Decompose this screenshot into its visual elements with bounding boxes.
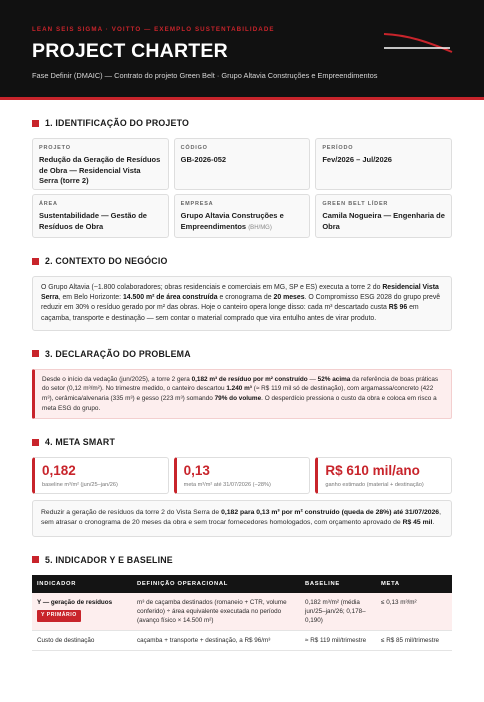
indicator-table [32, 575, 452, 651]
page-subtitle: Fase Definir (DMAIC) — Contrato do projeto Green Belt · Grupo Altavia Construções e Empreendimentos [32, 71, 378, 80]
text-bold: Residencial Vista Serra [41, 284, 439, 302]
section-marker-icon [32, 258, 39, 265]
text-run: O Grupo Altavia (~1.800 colaboradores; obras residenciais e comerciais em MG, SP e ES) executa a torre 2 do [41, 284, 383, 291]
text-bold: 0,182 para 0,13 m³ por m² construído (queda de 28%) até 31/07/2026 [221, 509, 440, 517]
text-bold: 1.240 m³ [226, 385, 252, 393]
text-run: (≈ R$ 119 mil só de destinação), com argamassa/concreto (422 m³), cerâmica/alvenaria (335 m³) e gesso (223 m³) somando [42, 385, 434, 402]
card-value [181, 211, 304, 233]
card-projeto [32, 138, 169, 190]
card-value: Fev/2026 – Jul/2026 [322, 155, 392, 164]
metric-value: 0,182 [42, 463, 76, 479]
card-label: PERÍODO [322, 145, 354, 151]
card-value: Redução da Geração de Resíduos de Obra — Residencial Vista Serra (torre 2) [39, 155, 161, 186]
problem-statement [32, 369, 452, 419]
smart-goal-statement [32, 500, 452, 536]
header-kicker: LEAN SEIS SIGMA · VOITTO — EXEMPLO SUSTENTABILIDADE [32, 26, 275, 33]
section-marker-icon [32, 439, 39, 446]
column-header: INDICADOR [32, 575, 132, 593]
metric-gain [315, 457, 452, 494]
section-title: 3. DECLARAÇÃO DO PROBLEMA [45, 348, 191, 359]
text-bold: 20 meses [273, 294, 305, 302]
indicator-name: Y — geração de resíduos [37, 598, 113, 606]
section-title: 2. CONTEXTO DO NEGÓCIO [45, 256, 168, 266]
section-title: 4. META SMART [45, 437, 116, 448]
page-title: PROJECT CHARTER [32, 40, 228, 62]
table-cell: ≤ 0,13 m³/m² [376, 593, 452, 631]
metric-caption: baseline m³/m² (jun/25–jan/26) [42, 482, 118, 489]
section-problema [32, 349, 452, 359]
card-empresa [174, 194, 311, 238]
card-periodo [315, 138, 452, 190]
context-box [32, 276, 452, 331]
card-lider [315, 194, 452, 238]
section-title: 1. IDENTIFICAÇÃO DO PROJETO [45, 118, 190, 128]
decorative-curve-icon [382, 30, 454, 56]
table-cell: caçamba + transporte + destinação, a R$ 96/m³ [132, 630, 300, 650]
text-run: Desde o início da vedação (jun/2025), a torre 2 gera [42, 375, 192, 383]
metric-value: 0,13 [183, 463, 210, 479]
text-run: em caçamba, transporte e destinação — sem contar o material comprado que vira entulho antes de virar produto. [41, 304, 419, 322]
section-contexto [32, 256, 452, 266]
empresa-location: (BH/MG) [248, 224, 272, 231]
section-identificacao [32, 118, 452, 128]
text-bold: 0,182 m³ de resíduo por m² construído [191, 375, 308, 383]
text-bold: R$ 96 [388, 304, 408, 312]
metric-caption: ganho estimado (material + destinação) [325, 482, 424, 489]
text-run: — [307, 375, 318, 383]
text-run: , em Belo Horizonte: [58, 294, 123, 302]
section-indicador [32, 555, 452, 565]
section-marker-icon [32, 556, 39, 563]
primary-badge: Y PRIMÁRIO [37, 610, 81, 622]
table-header-row [32, 575, 452, 593]
column-header: DEFINIÇÃO OPERACIONAL [132, 575, 300, 593]
column-header: BASELINE [300, 575, 376, 593]
card-value: Sustentabilidade — Gestão de Resíduos de Obra [39, 211, 147, 231]
text-run: . O Compromisso ESG 2028 do grupo prevê reduzir em 30% o resíduo gerado por m² das obras. Hoje o canteiro opera longe disso: cada m³ descartado custa [41, 294, 441, 312]
empresa-name: Grupo Altavia Construções e Empreendimentos [180, 211, 284, 231]
text-bold: 52% acima [317, 375, 351, 383]
card-label: EMPRESA [180, 201, 214, 207]
card-label: GREEN BELT LÍDER [322, 201, 389, 207]
section-marker-icon [32, 120, 39, 127]
text-run: Reduzir a geração de resíduos da torre 2 do Vista Serra de [41, 509, 222, 517]
table-cell: m³ de caçamba destinados (romaneio + CTR, volume conferido) ÷ área equivalente executada no período (avanço físico × 14.500 m²) [132, 593, 300, 631]
text-bold: 14.500 m² de área construída [122, 294, 218, 302]
text-bold: R$ 45 mil [402, 519, 433, 527]
table-cell: ≈ R$ 119 mil/trimestre [300, 630, 376, 650]
metric-caption: meta m³/m² até 31/07/2026 (−28%) [183, 482, 271, 489]
table-cell [32, 593, 132, 631]
metric-value: R$ 610 mil/ano [325, 463, 420, 479]
section-title: 5. INDICADOR Y E BASELINE [45, 554, 173, 565]
page-header [0, 0, 484, 100]
card-codigo [174, 138, 311, 190]
text-run: da referência de boas práticas do setor (0,12 m³/m²). No trimestre medido, o canteiro descartou [42, 375, 439, 393]
table-cell: 0,182 m³/m² (média jun/25–jan/26; 0,178–0,190) [300, 593, 376, 631]
metric-target [174, 457, 311, 494]
column-header: META [376, 575, 452, 593]
card-label: PROJETO [39, 145, 71, 151]
section-meta-smart [32, 437, 452, 447]
text-run: . O desperdício pressiona o custo da obra e coloca em risco a meta ESG do grupo. [42, 395, 437, 412]
card-area [32, 194, 169, 238]
table-row [32, 630, 452, 650]
text-run: e cronograma de [217, 294, 274, 302]
table-cell: Custo de destinação [32, 630, 132, 650]
card-value: Camila Nogueira — Engenharia de Obra [322, 211, 445, 231]
table-cell: ≤ R$ 85 mil/trimestre [376, 630, 452, 650]
text-run: , sem atrasar o cronograma de 20 meses da obra e sem trocar fornecedores homologados, com orçamento aprovado de [41, 509, 441, 527]
table-row [32, 593, 452, 631]
text-run: . [432, 519, 435, 527]
card-label: ÁREA [39, 201, 58, 207]
section-marker-icon [32, 350, 39, 357]
card-value: GB-2026-052 [180, 155, 227, 164]
text-bold: 79% do volume [214, 395, 262, 402]
metric-baseline [32, 457, 169, 494]
card-label: CÓDIGO [180, 145, 208, 151]
